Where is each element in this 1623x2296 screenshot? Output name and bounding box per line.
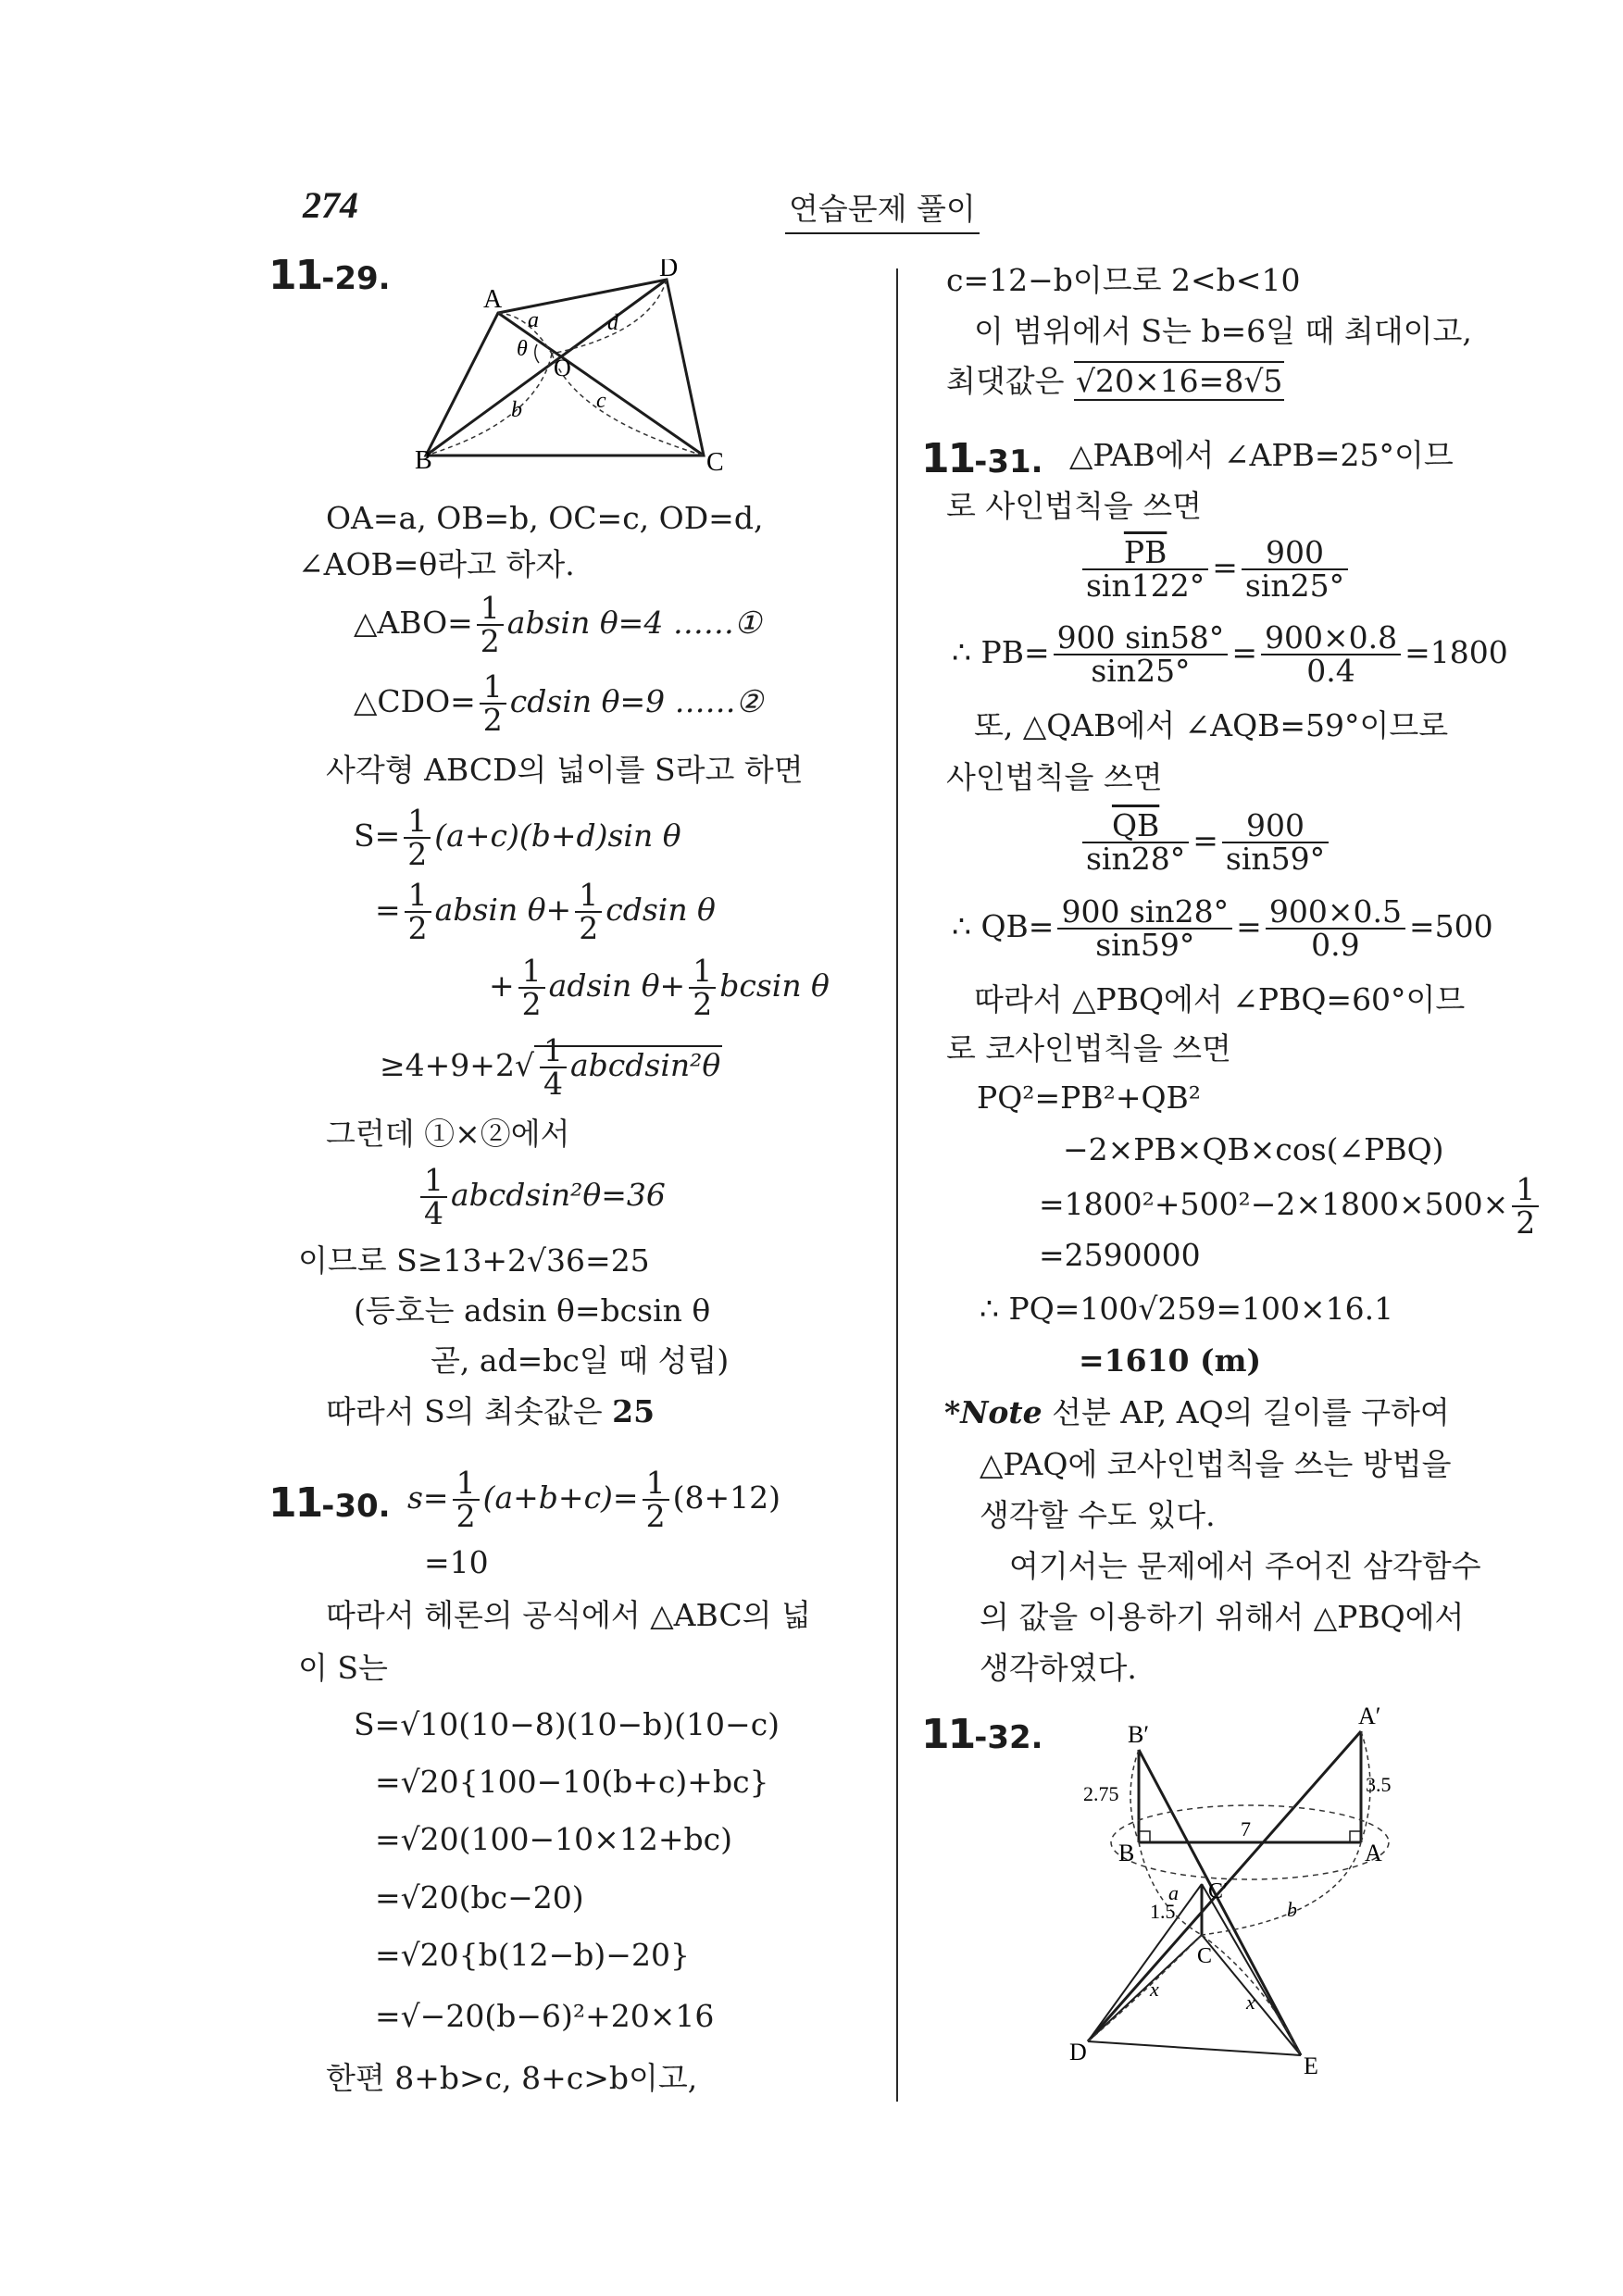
label-Aprime: A′ — [1358, 1703, 1381, 1729]
p29-eq-ineq — [380, 1032, 722, 1102]
fraction-sin28: $\frac{900 \sin 28^\circ}{\sin 59^\circ}$ — [1057, 896, 1232, 961]
p31-line8: 로 코사인법칙을 쓰면 — [946, 1030, 1231, 1067]
max-label: 최댓값은 — [946, 363, 1075, 399]
p30-line3: 따라서 헤론의 공식에서 △ABC의 넓 — [326, 1597, 811, 1633]
label-suffix: -30. — [321, 1488, 391, 1525]
label-x1: x — [1150, 1978, 1159, 2001]
fraction-half: $\frac{1}{2}$ — [1512, 1174, 1539, 1239]
p31-line11 — [1039, 1171, 1542, 1241]
p30-line8: =√20(bc−20) — [375, 1879, 584, 1915]
label-length-2-75: 2.75 — [1083, 1782, 1119, 1805]
p31-line13: ∴ PQ=100√259=100×16.1 — [980, 1291, 1394, 1327]
label-suffix: -31. — [974, 443, 1043, 480]
label-Bprime: B′ — [1128, 1721, 1150, 1748]
label-length-3-5: 3.5 — [1366, 1773, 1392, 1796]
fraction-half: $\frac{1}{2}$ — [643, 1467, 669, 1532]
label-a: a — [1168, 1881, 1179, 1904]
eq-lhs: △ABO= — [354, 605, 473, 641]
fraction-900: $\frac{900}{\sin 59^\circ}$ — [1222, 810, 1329, 875]
eq-sign: + — [489, 967, 515, 1004]
p29-line13: (등호는 adsin θ=bcsin θ — [354, 1292, 711, 1329]
p31-qb-value: ∴ QB= $\frac{900 \sin 28^\circ}{\sin 59^\circ}$ = $\frac{900\times 0.5}{0.9}$ =500 — [952, 893, 1493, 963]
eq-term: adsin θ+ — [548, 967, 686, 1004]
label-length-1-5: 1.5 — [1150, 1900, 1176, 1923]
fraction-half: $\frac{1}{2}$ — [453, 1467, 480, 1532]
answer-text: 따라서 S의 최솟값은 — [326, 1393, 613, 1429]
label-E: E — [1304, 2053, 1318, 2079]
line-D-Cprime — [1088, 1884, 1202, 2041]
eq-lhs: ≥4+9+2 — [380, 1047, 515, 1083]
eq-term: abcdsin²θ — [569, 1047, 721, 1083]
p29-eq-s — [354, 805, 681, 870]
line-D-E — [1088, 2041, 1301, 2055]
answer-value: 25 — [612, 1393, 655, 1429]
p31-answer: =1610 (m) — [1079, 1342, 1262, 1379]
p29-eq-product — [417, 1162, 666, 1231]
eq-lhs: △CDO= — [354, 683, 476, 719]
p29-line5: 사각형 ABCD의 넓이를 S라고 하면 — [326, 752, 804, 788]
eq-term: =1800²+500²−2×1800×500× — [1039, 1186, 1509, 1222]
p29-eq-s2 — [375, 877, 716, 946]
label-d: d — [607, 311, 618, 335]
angle-theta-arc — [535, 344, 539, 363]
p31-ratio-pb: $\frac{\overline{PB}}{\sin 122^\circ}$ = $\frac{900}{\sin 25^\circ}$ — [1079, 537, 1352, 602]
right-angle-A — [1350, 1831, 1361, 1842]
label-D: D — [659, 259, 679, 282]
diagonal-BD — [426, 280, 667, 455]
fraction-quarter: $\frac{1}{4}$ — [420, 1165, 447, 1229]
p29-line14: 곧, ad=bc일 때 성립) — [431, 1342, 730, 1379]
note-text: 선분 AP, AQ의 길이를 구하여 — [1042, 1394, 1450, 1430]
p29-eq-abo — [354, 590, 762, 659]
label-suffix: -29. — [321, 260, 391, 297]
p30-line4: 이 S는 — [298, 1650, 388, 1686]
fraction-half: $\frac{1}{2}$ — [575, 880, 602, 944]
eq-rhs: (a+c)(b+d)sin θ — [434, 817, 681, 854]
diagonal-AC — [498, 313, 704, 455]
p29-line1: OA=a, OB=b, OC=c, OD=d, — [326, 500, 764, 536]
p30-line9: =√20{b(12−b)−20} — [375, 1937, 690, 1973]
fraction-half: $\frac{1}{2}$ — [405, 880, 431, 944]
problem-label-11-30: 11-30. — [268, 1479, 391, 1527]
label-suffix: -32. — [974, 1719, 1043, 1756]
fraction-half: $\frac{1}{2}$ — [689, 955, 716, 1020]
p30-eq-s — [407, 1467, 780, 1532]
eq-term: cdsin θ — [606, 892, 716, 928]
column-divider — [896, 268, 898, 2102]
p29-line2: ∠AOB=θ라고 하자. — [298, 546, 575, 582]
label-theta: θ — [517, 337, 528, 361]
p31-line12: =2590000 — [1039, 1237, 1201, 1273]
eq-lhs: ∴ PB= — [952, 634, 1050, 670]
p31-note-line2: △PAQ에 코사인법칙을 쓰는 방법을 — [980, 1446, 1452, 1482]
label-C: C — [1197, 1944, 1213, 1968]
problem-label-11-29: 11-29. — [268, 252, 391, 299]
label-b: b — [1287, 1898, 1297, 1921]
sqrt-sign: √ — [514, 1047, 534, 1083]
label-D: D — [1069, 2039, 1087, 2065]
eq-term: bcsin θ — [719, 967, 830, 1004]
label-A: A — [483, 285, 503, 314]
fraction-approx: $\frac{900\times 0.8}{0.4}$ — [1261, 622, 1401, 687]
max-value: √20×16=8√5 — [1076, 363, 1283, 399]
label-O: O — [554, 355, 571, 381]
p29-eq-cdo — [354, 668, 764, 738]
p31-line10: −2×PB×QB×cos(∠PBQ) — [1063, 1131, 1444, 1167]
p30-line6: =√20{100−10(b+c)+bc} — [375, 1764, 769, 1800]
p30-right1: c=12−b이므로 2<b<10 — [946, 262, 1301, 298]
label-A: A — [1365, 1840, 1382, 1866]
eq-rhs: cdsin θ=9 ……② — [509, 683, 764, 719]
geometry-figure-11-32 — [1065, 1703, 1417, 2083]
fraction-half: $\frac{1}{2}$ — [480, 671, 506, 736]
p31-line5: 사인법칙을 쓰면 — [946, 759, 1163, 795]
eq-lhs: s= — [407, 1479, 449, 1516]
p30-line11: 한편 8+b>c, 8+c>b이고, — [326, 2060, 698, 2096]
p29-eq-s3 — [489, 955, 830, 1020]
label-length-7: 7 — [1241, 1817, 1251, 1841]
eq-term: abcdsin²θ=36 — [451, 1177, 666, 1213]
label-C: C — [706, 448, 724, 472]
p31-pb-value: ∴ PB= $\frac{900 \sin 58^\circ}{\sin 25^\circ}$ = $\frac{900\times 0.8}{0.4}$ =1800 — [952, 619, 1508, 689]
eq-term: absin θ+ — [434, 892, 572, 928]
label-b: b — [511, 398, 522, 422]
fraction-sin58: $\frac{900 \sin 58^\circ}{\sin 25^\circ}$ — [1054, 622, 1229, 687]
p30-line10: =√−20(b−6)²+20×16 — [375, 1998, 715, 2034]
quadrilateral-figure — [398, 259, 731, 472]
fraction-qb: $\frac{\overline{QB}}{\sin 28^\circ}$ — [1082, 810, 1189, 875]
p31-ratio-qb: $\frac{\overline{QB}}{\sin 28^\circ}$ = $\frac{900}{\sin 59^\circ}$ — [1079, 810, 1332, 875]
p31-note-line5: 의 값을 이용하기 위해서 △PBQ에서 — [980, 1599, 1465, 1635]
right-angle-B — [1139, 1831, 1150, 1842]
page-number: 274 — [303, 184, 358, 226]
fraction-approx: $\frac{900\times 0.5}{0.9}$ — [1266, 896, 1405, 961]
p30-right3 — [946, 363, 1284, 400]
label-Cprime: C′ — [1208, 1879, 1229, 1903]
p30-right2: 이 범위에서 S는 b=6일 때 최대이고, — [974, 313, 1472, 349]
p31-line9: PQ²=PB²+QB² — [977, 1079, 1202, 1116]
p30-line2: =10 — [424, 1544, 489, 1580]
eq-term: (8+12) — [672, 1479, 780, 1516]
p31-note-line6: 생각하였다. — [980, 1650, 1137, 1686]
fraction-half: $\frac{1}{2}$ — [404, 805, 431, 870]
fraction-pb: $\frac{\overline{PB}}{\sin 122^\circ}$ — [1082, 537, 1208, 602]
fraction-half: $\frac{1}{2}$ — [518, 955, 545, 1020]
eq-result: =1800 — [1405, 634, 1508, 670]
label-a: a — [528, 308, 539, 332]
p30-line5: S=√10(10−8)(10−b)(10−c) — [354, 1706, 780, 1742]
p31-line7: 따라서 △PBQ에서 ∠PBQ=60°이므 — [974, 981, 1466, 1017]
p31-line2: 로 사인법칙을 쓰면 — [946, 488, 1203, 524]
eq-lhs: S= — [354, 817, 401, 854]
eq-result: =500 — [1408, 908, 1493, 944]
p30-line7: =√20(100−10×12+bc) — [375, 1821, 732, 1857]
p29-answer — [326, 1393, 655, 1430]
eq-sign: = — [375, 892, 401, 928]
label-B: B — [415, 446, 432, 472]
problem-label-11-31: 11-31. — [921, 435, 1043, 482]
fraction-quarter: $\frac{1}{4}$ — [540, 1035, 567, 1100]
problem-label-11-32: 11-32. — [921, 1711, 1043, 1758]
note-label: *Note — [944, 1394, 1042, 1430]
label-c: c — [596, 389, 606, 413]
p31-note-line4: 여기서는 문제에서 주어진 삼각함수 — [1009, 1548, 1481, 1584]
p31-note-line3: 생각할 수도 있다. — [980, 1497, 1216, 1533]
fraction-half: $\frac{1}{2}$ — [477, 593, 504, 657]
p29-line10: 그런데 ①×②에서 — [326, 1116, 570, 1152]
label-x2: x — [1246, 1990, 1255, 2014]
fraction-900: $\frac{900}{\sin 25^\circ}$ — [1242, 537, 1348, 602]
page-title: 연습문제 풀이 — [785, 185, 980, 234]
eq-rhs: absin θ=4 ……① — [506, 605, 762, 641]
p31-note-line1 — [944, 1394, 1450, 1431]
p31-line1: △PAB에서 ∠APB=25°이므 — [1069, 437, 1454, 473]
p29-line12: 이므로 S≥13+2√36=25 — [298, 1242, 650, 1279]
line-D-C — [1088, 1935, 1202, 2041]
eq-lhs: ∴ QB= — [952, 908, 1055, 944]
label-B: B — [1118, 1840, 1135, 1866]
eq-term: (a+b+c)= — [482, 1479, 639, 1516]
p31-line4: 또, △QAB에서 ∠AQB=59°이므로 — [974, 707, 1449, 743]
